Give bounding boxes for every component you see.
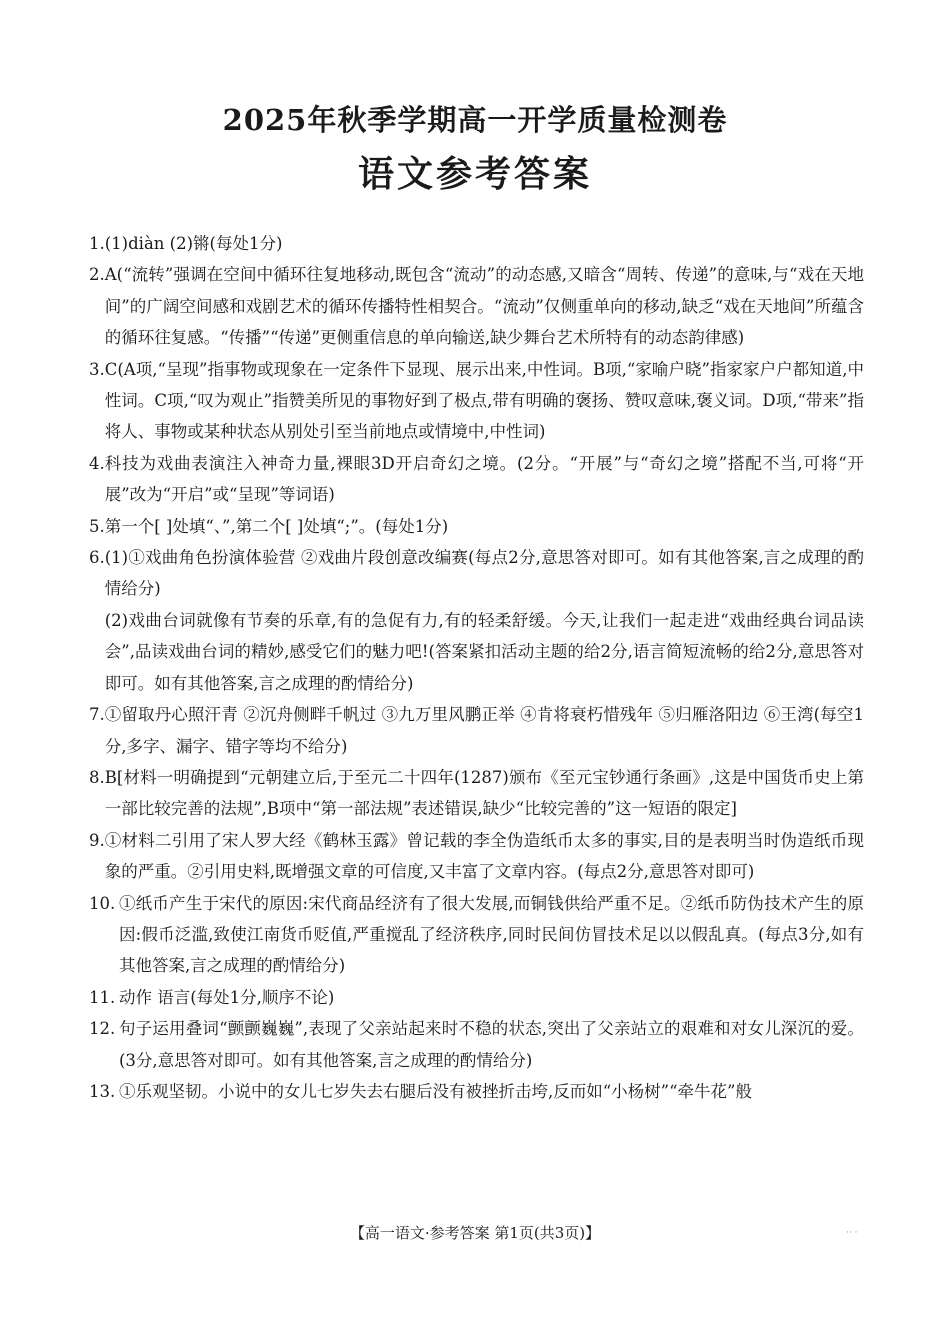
answer-number: 11.: [89, 987, 116, 1007]
answer-number: 6.: [89, 548, 105, 568]
answer-number: 3.: [89, 359, 105, 379]
answer-text: ①乐观坚韧。小说中的女儿七岁失去右腿后没有被挫折击垮,反而如“小杨树”“牵牛花”般: [119, 1081, 752, 1101]
answer-text: (2)戏曲台词就像有节奏的乐章,有的急促有力,有的轻柔舒缓。今天,让我们一起走进“戏曲经典台词品读会”,品读戏曲台词的精妙,感受它们的魅力吧!(答案紧扣活动主题的给2分,语言简短流畅的给2分,意思答对即可。如有其他答案,言之成理的酌情给分): [104, 610, 864, 693]
answer-item: [89, 542, 864, 699]
answer-body: [105, 825, 864, 888]
answer-text: ①留取丹心照汗青 ②沉舟侧畔千帆过 ③九万里风鹏正举 ④肯将衰朽惜残年 ⑤归雁洛阳边 ⑥王湾(每空1分,多字、漏字、错字等均不给分): [104, 705, 864, 756]
answer-text: ①材料二引用了宋人罗大经《鹤林玉露》曾记载的李全伪造纸币太多的事实,目的是表明当时伪造纸币现象的严重。②引用史料,既增强文章的可信度,又丰富了文章内容。(每点2分,意思答对即可): [104, 830, 864, 882]
answer-number: 8.: [89, 767, 105, 787]
answer-text: (1)diàn (2)锵(每处1分): [104, 234, 283, 253]
answer-body: [105, 448, 864, 511]
answer-number: 9.: [89, 830, 105, 850]
answer-text: 第一个[ ]处填“、”,第二个[ ]处填“;”。(每处1分): [104, 516, 449, 536]
exam-title: 2025年秋季学期高一开学质量检测卷: [222, 103, 728, 137]
answer-text: ①纸币产生于宋代的原因:宋代商品经济有了很大发展,而铜钱供给严重不足。②纸币防伪技术产生的原因:假币泛滥,致使江南货币贬值,严重搅乱了经济秩序,同时民间仿冒技术足以以假乱真。(每点3分,如有其他答案,言之成理的酌情给分): [119, 893, 864, 976]
answer-item: [89, 699, 864, 762]
answer-body: [119, 888, 864, 982]
answer-number: 2.: [89, 265, 105, 285]
answer-number: 1.: [89, 234, 105, 253]
answer-number: 10.: [89, 893, 116, 913]
answer-body: [105, 762, 864, 825]
answer-text: 动作 语言(每处1分,顺序不论): [119, 987, 335, 1007]
answer-text: B[材料一明确提到“元朝建立后,于至元二十四年(1287)颁布《至元宝钞通行条画》,这是中国货币史上第一部比较完善的法规”,B项中“第一部法规”表述错误,缺少“比较完善的”这一短语的限定]: [104, 767, 864, 819]
answer-body: [105, 354, 864, 448]
answer-text: (1)①戏曲角色扮演体验营 ②戏曲片段创意改编赛(每点2分,意思答对即可。如有其他答案,言之成理的酌情给分): [104, 548, 864, 599]
answer-body: [105, 699, 864, 762]
answer-body: [119, 982, 864, 1013]
answer-list: [89, 228, 864, 1107]
answer-text: C(A项,“呈现”指事物或现象在一定条件下显现、展示出来,中性词。B项,“家喻户晓”指家家户户都知道,中性词。C项,“叹为观止”指赞美所见的事物好到了极点,带有明确的褒扬、赞叹意味,褒义词。D项,“带来”指将人、事物或某种状态从别处引至当前地点或情境中,中性词): [104, 359, 864, 442]
answer-item: [89, 1076, 864, 1107]
corner-marks: ·· ·: [846, 1228, 858, 1238]
answer-text: 科技为戏曲表演注入神奇力量,裸眼3D开启奇幻之境。(2分。“开展”与“奇幻之境”搭配不当,可将“开展”改为“开启”或“呈现”等词语): [104, 453, 864, 505]
answer-body: [105, 259, 864, 353]
answer-item: [89, 888, 864, 982]
answer-body: [119, 1013, 864, 1076]
answer-text: 句子运用叠词“颤颤巍巍”,表现了父亲站起来时不稳的状态,突出了父亲站立的艰难和对女儿深沉的爱。(3分,意思答对即可。如有其他答案,言之成理的酌情给分): [119, 1019, 864, 1070]
answer-item: [89, 448, 864, 511]
answer-item: [89, 825, 864, 888]
answer-item: [89, 1013, 864, 1076]
answer-item: [89, 228, 864, 259]
document-title: 语文参考答案: [357, 153, 592, 195]
page-footer: 【高一语文·参考答案 第1页(共3页)】: [349, 1224, 601, 1242]
answer-item: [89, 511, 864, 542]
answer-text: A(“流转”强调在空间中循环往复地移动,既包含“流动”的动态感,又暗含“周转、传递”的意味,与“戏在天地间”的广阔空间感和戏剧艺术的循环传播特性相契合。“流动”仅侧重单向的移动,缺乏“戏在天地间”所蕴含的循环往复感。“传播”“传递”更侧重信息的单向输送,缺少舞台艺术所特有的动态韵律感): [104, 265, 864, 348]
answer-body: [105, 542, 864, 699]
answer-number: 12.: [89, 1019, 116, 1039]
answer-number: 7.: [89, 705, 105, 725]
answer-item: [89, 259, 864, 353]
answer-number: 5.: [89, 516, 105, 536]
answer-body: [105, 228, 864, 259]
answer-item: [89, 762, 864, 825]
answer-item: [89, 982, 864, 1013]
answer-number: 4.: [89, 453, 105, 473]
answer-item: [89, 354, 864, 448]
answer-number: 13.: [89, 1081, 116, 1101]
answer-body: [105, 511, 864, 542]
answer-body: [119, 1076, 864, 1107]
